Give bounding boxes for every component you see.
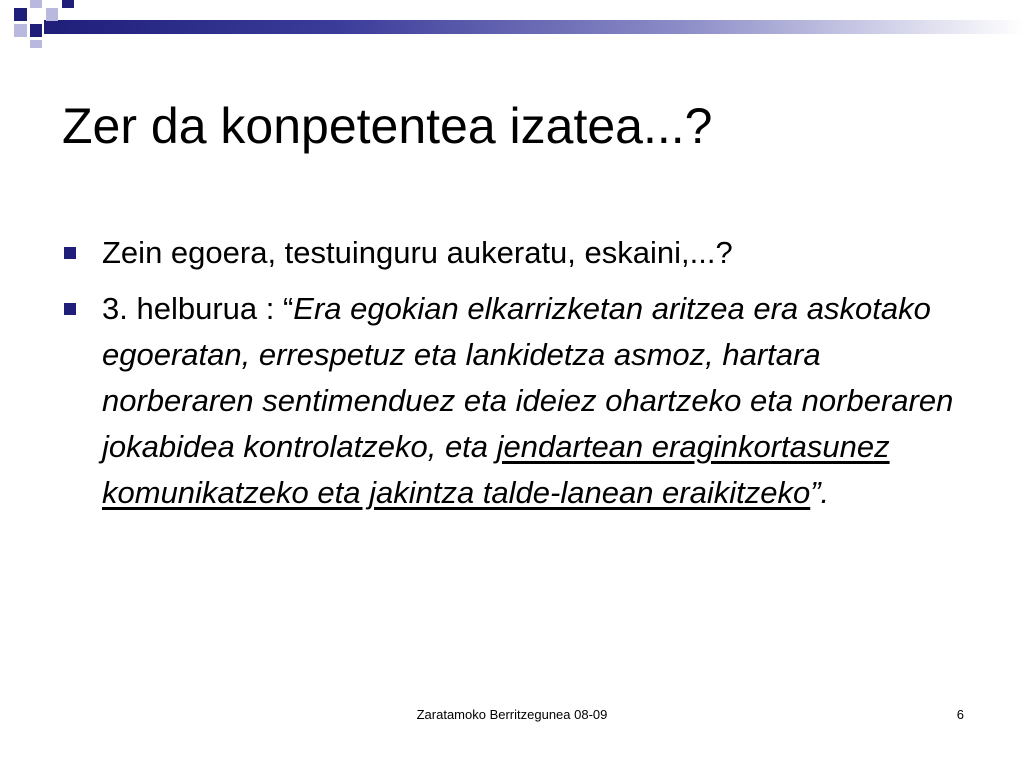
decor-square-icon bbox=[30, 40, 42, 48]
bullet-item bbox=[62, 230, 962, 276]
decor-square-icon bbox=[30, 0, 42, 8]
quote-plain: Era egokian elkarrizketan aritzea era askotako egoeratan, errespetuz eta lankidetza asmoz, hartara norberaren sentimenduez eta ideiez ohartzeko eta norberaren jokabidea kontrolatzeko, eta bbox=[102, 291, 954, 464]
bullet-item bbox=[62, 286, 962, 516]
square-bullet-icon bbox=[64, 247, 76, 259]
decor-square-icon bbox=[30, 24, 42, 37]
bullet-text: Zein egoera, testuinguru aukeratu, eskaini,...? bbox=[102, 235, 733, 270]
footer-text: Zaratamoko Berritzegunea 08-09 bbox=[416, 707, 608, 722]
decor-square-icon bbox=[62, 0, 74, 8]
slide-title: Zer da konpetentea izatea...? bbox=[62, 98, 713, 154]
square-bullet-icon bbox=[64, 303, 76, 315]
decorative-header bbox=[0, 0, 1024, 48]
decor-square-icon bbox=[14, 24, 27, 37]
bullet-list bbox=[62, 230, 962, 526]
header-gradient-bar bbox=[44, 20, 1024, 34]
quote-underlined: jendartean eraginkortasunez komunikatzeko eta jakintza talde-lanean eraikitzeko bbox=[102, 429, 890, 510]
bullet-lead: 3. helburua : “ bbox=[102, 291, 294, 326]
quote-closing: ”. bbox=[810, 475, 830, 510]
page-number: 6 bbox=[956, 707, 964, 722]
decor-square-icon bbox=[14, 8, 27, 21]
decor-square-icon bbox=[46, 8, 58, 21]
